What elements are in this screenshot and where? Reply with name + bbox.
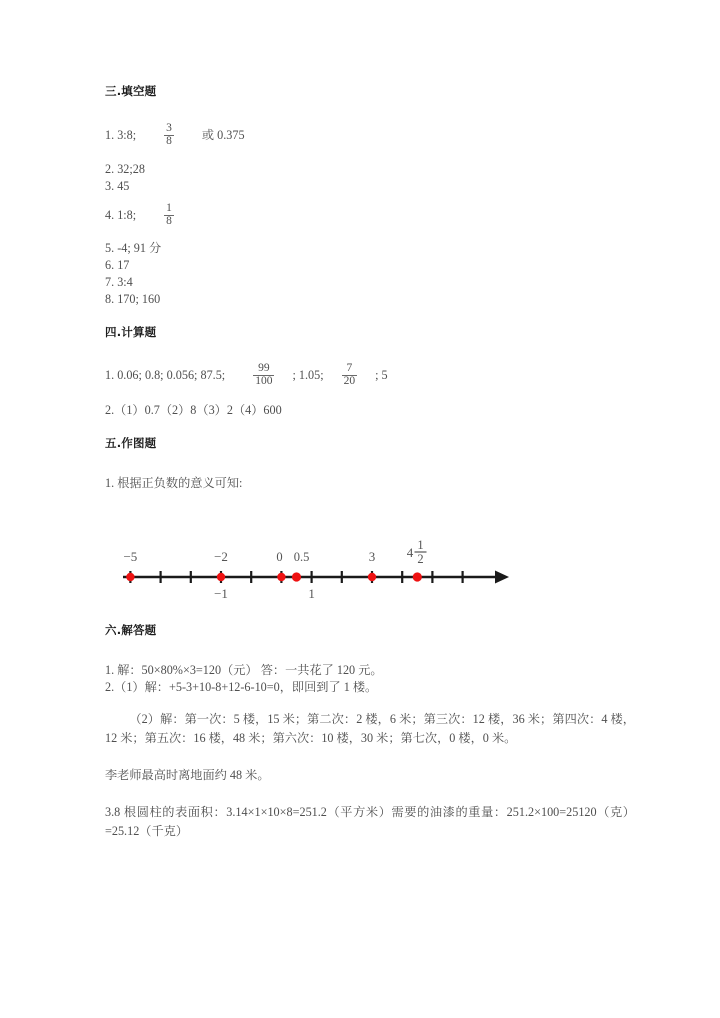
spacer: [105, 614, 635, 624]
mixed-number-denominator: 2: [417, 551, 424, 566]
spacer: [105, 195, 635, 203]
spacer: [105, 638, 635, 662]
answer-item-2: 2. 32;28: [105, 162, 145, 177]
answer-item-4: [105, 203, 635, 227]
spacer: [105, 388, 635, 402]
fraction-denominator: 8: [166, 214, 172, 227]
number-line-label-zero: 0: [276, 549, 283, 564]
fraction-numerator: 1: [166, 202, 172, 215]
fraction-denominator: 100: [255, 375, 273, 388]
number-line-label-minus-1: −1: [214, 585, 228, 601]
section-heading-fill-in-blank: 三.填空题: [105, 84, 157, 98]
answer-item-1-suffix: 或 0.375: [201, 127, 245, 142]
fraction-denominator: 20: [343, 375, 356, 388]
spacer: [105, 308, 635, 326]
answer-item-7: 7. 3:4: [105, 274, 133, 289]
spacer: [105, 99, 635, 123]
mixed-number-whole: 4: [406, 544, 414, 560]
fraction-99-100: [253, 363, 274, 387]
point-minus-5: [126, 573, 134, 581]
number-line-figure: [105, 522, 635, 614]
solution-item-1: 1. 解：50×80%×3=120（元） 答：一共花了 120 元。: [105, 662, 383, 677]
spacer: [105, 228, 635, 240]
number-line-label-minus-2: −2: [214, 548, 228, 564]
solution-item-2-3: 李老师最高时离地面约 48 米。: [105, 767, 270, 782]
section-heading-drawing: 五.作图题: [105, 435, 157, 450]
mixed-number-numerator: 1: [417, 537, 424, 552]
answer-item-8: 8. 170; 160: [105, 291, 161, 306]
section-heading-solution: 六.解答题: [105, 622, 157, 637]
fraction-3-8: [164, 123, 174, 147]
point-zero: [277, 573, 285, 581]
number-line-arrow-head: [495, 570, 509, 583]
calculation-item-1-mid: ; 1.05;: [292, 368, 324, 383]
spacer: [105, 339, 635, 363]
answer-item-5: 5. -4; 91 分: [105, 240, 162, 255]
spacer: [105, 492, 635, 522]
point-three: [368, 573, 376, 581]
fraction-numerator: 99: [253, 363, 274, 376]
answer-item-6: 6. 17: [105, 257, 130, 272]
number-line-label-one: 1: [308, 585, 315, 601]
point-four-and-half: [413, 572, 422, 581]
spacer: [105, 696, 635, 710]
point-zero-point-five: [292, 572, 301, 581]
number-line-label-four-and-half: [407, 538, 427, 566]
calculation-item-1-part1: 1. 0.06; 0.8; 0.056; 87.5;: [105, 368, 226, 383]
number-line-label-minus-5: −5: [123, 548, 138, 564]
spacer: [105, 419, 635, 437]
number-line-label-three: 3: [368, 548, 376, 564]
drawing-item-1: 1. 根据正负数的意义可知:: [105, 475, 243, 490]
spacer: [105, 451, 635, 475]
spacer: [105, 147, 635, 161]
answer-item-1: [105, 123, 635, 147]
fraction-denominator: 8: [166, 134, 172, 147]
answer-item-4-prefix: 4. 1:8;: [105, 208, 137, 223]
number-line-svg: [105, 522, 525, 614]
solution-item-2-2: （2）解：第一次：5 楼，15 米；第二次：2 楼，6 米；第三次：12 楼，36 米；第四次：4 楼，12 米；第五次：16 楼，48 米；第六次：10 楼，30 米；第七次，0 楼，0 米。: [105, 711, 635, 745]
calculation-item-2: 2.（1）0.7（2）8（3）2（4）600: [105, 402, 282, 417]
calculation-item-1: [105, 363, 635, 387]
spacer: [105, 785, 635, 803]
answer-item-3: 3. 45: [105, 179, 130, 194]
section-heading-calculation: 四.计算题: [105, 324, 157, 339]
fraction-1-8: [164, 203, 174, 227]
solution-item-3: 3.8 根圆柱的表面积：3.14×1×10×8=251.2（平方米）需要的油漆的重量：251.2×100=25120（克）=25.12（千克）: [105, 804, 635, 838]
point-minus-2: [217, 573, 225, 581]
spacer: [105, 748, 635, 766]
answer-item-1-prefix: 1. 3:8;: [105, 127, 137, 142]
fraction-numerator: 7: [342, 363, 358, 376]
fraction-7-20: [342, 363, 358, 387]
fraction-numerator: 3: [166, 121, 172, 134]
number-line-label-zero-point-five: 0.5: [293, 549, 310, 564]
solution-item-2-1: 2.（1）解：+5-3+10-8+12-6-10=0，即回到了 1 楼。: [105, 679, 378, 694]
document-content: [105, 85, 635, 841]
calculation-item-1-tail: ; 5: [375, 368, 388, 383]
